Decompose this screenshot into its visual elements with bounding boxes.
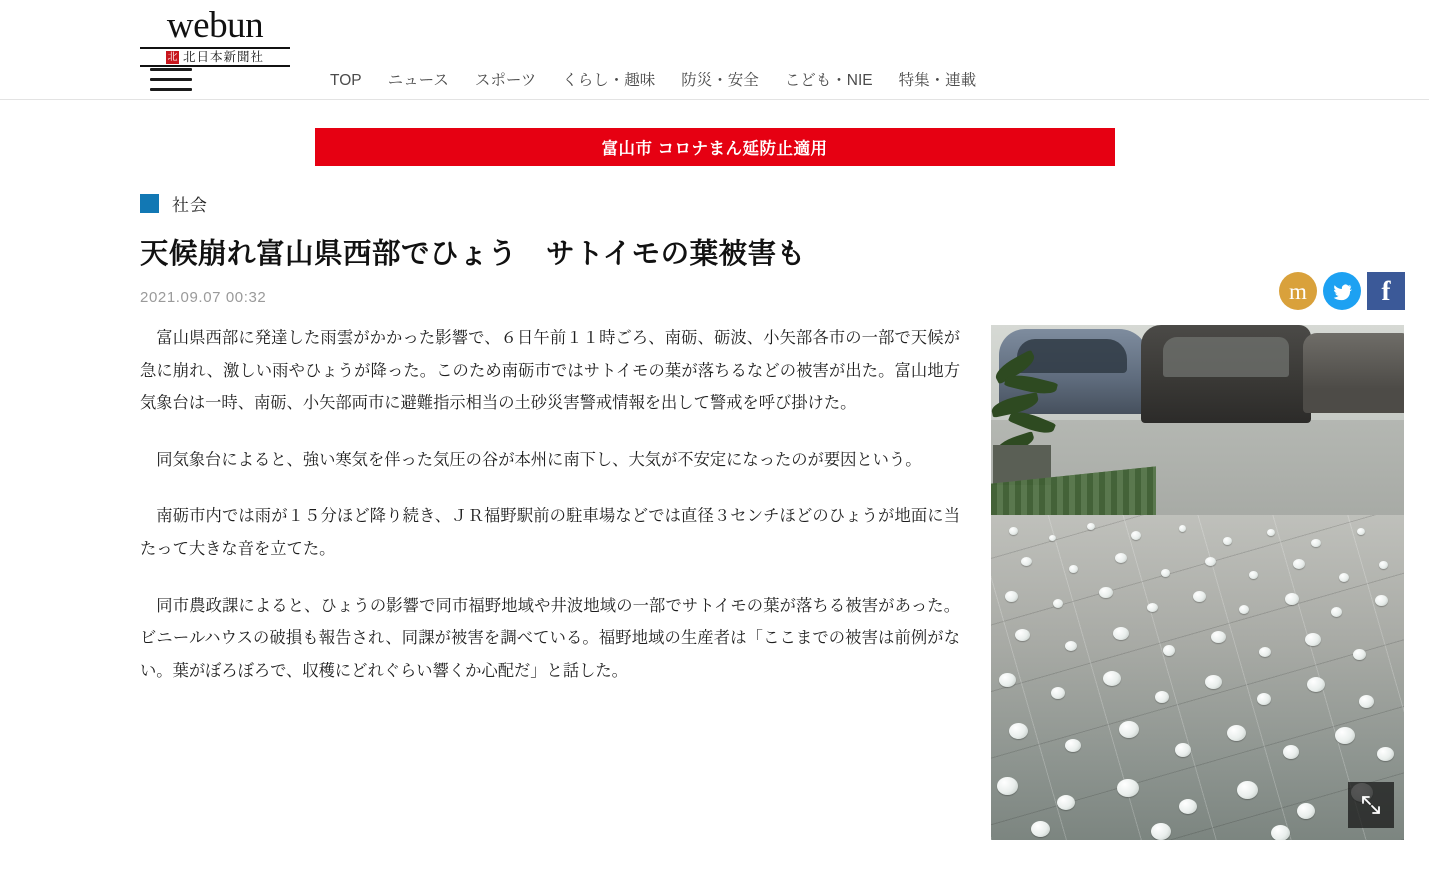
site-logo-subline [140,47,290,67]
site-logo-publisher: 北日本新聞社 [182,49,264,64]
site-logo[interactable] [140,6,290,67]
hamburger-bar [150,88,192,91]
photo-expand-icon[interactable] [1348,782,1394,828]
banner-container [0,128,1429,166]
main-navigation [330,68,1002,90]
article-paragraph: 同気象台によると、強い寒気を伴った気圧の谷が本州に南下し、大気が不安定になったのが要因という。 [156,450,922,469]
article-timestamp: 2021.09.07 00:32 [140,289,267,307]
twitter-share-icon[interactable] [1323,272,1361,310]
nav-item-sports[interactable]: スポーツ [474,72,537,89]
site-header [0,0,1429,100]
photo-car-right [1303,333,1404,413]
nav-item-features[interactable]: 特集・連載 [898,72,977,89]
article-headline: 天候崩れ富山県西部でひょう サトイモの葉被害も [140,238,806,270]
facebook-share-icon[interactable]: f [1367,272,1405,310]
nav-item-top[interactable]: TOP [330,72,362,89]
photo-car-dark [1141,325,1311,423]
covid-alert-banner[interactable]: 富山市 コロナまん延防止適用 [315,128,1115,166]
nav-item-news[interactable]: ニュース [387,72,449,89]
hamburger-menu-icon[interactable] [150,68,192,94]
hamburger-bar [150,68,192,71]
hatena-bookmark-icon[interactable]: m [1279,272,1317,310]
category-label: 社会 [172,196,208,215]
article-body [140,322,960,687]
nav-item-life[interactable]: くらし・趣味 [562,72,656,89]
article-category[interactable] [140,191,1429,216]
article-paragraph: 富山県西部に発達した雨雲がかかった影響で、６日午前１１時ごろ、南砺、砺波、小矢部各市の一部で天候が急に崩れ、激しい雨やひょうが降った。このため南砺市ではサトイモの葉が落ちるなどの被害が出た。富山地方気象台は一時、南砺、小矢部両市に避難指示相当の土砂災害警戒情報を出して警戒を呼び掛けた。 [140,329,960,413]
article-paragraph: 同市農政課によると、ひょうの影響で同市福野地域や井波地域の一部でサトイモの葉が落ちる被害があった。ビニールハウスの破損も報告され、同課が被害を調べている。福野地域の生産者は「ここまでの被害は前例がない。葉がぼろぼろで、収穫にどれぐらい響くか心配だ」と話した。 [140,596,960,680]
nav-item-kids-nie[interactable]: こども・NIE [784,72,873,89]
article-photo[interactable] [991,325,1404,840]
article-paragraph: 南砺市内では雨が１５分ほど降り続き、ＪＲ福野駅前の駐車場などでは直径３センチほどのひょうが地面に当たって大きな音を立てた。 [140,507,960,559]
photo-pavement [991,515,1404,840]
hamburger-bar [150,78,192,81]
article-meta [140,289,1429,306]
nav-item-safety[interactable]: 防災・安全 [681,72,759,89]
site-logo-wordmark: webun [166,5,264,46]
social-share-bar [1279,272,1405,310]
newspaper-mark-icon: 北 [167,51,178,63]
category-marker-icon [140,194,159,213]
